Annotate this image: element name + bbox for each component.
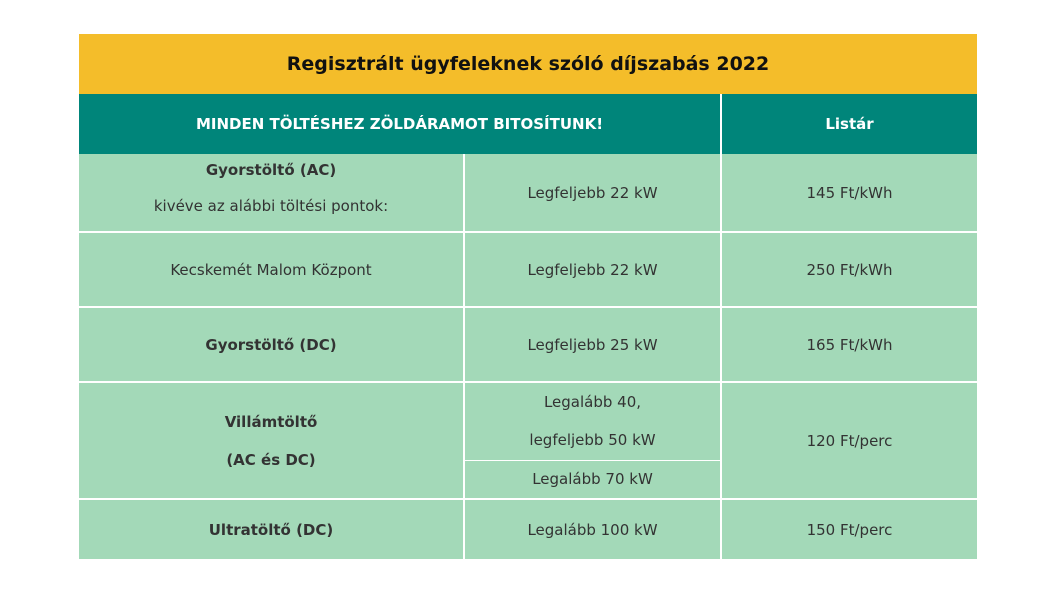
- row-name: Kecskemét Malom Központ: [79, 232, 464, 307]
- table-row: [79, 154, 977, 232]
- table-row: [79, 307, 977, 382]
- row-name-line1: Villámtöltő: [224, 412, 318, 431]
- row-power: Legfeljebb 25 kW: [464, 307, 721, 382]
- row-power-a-line2: legfeljebb 50 kW: [529, 431, 656, 450]
- table-row: [79, 499, 977, 559]
- row-power-a-line1: Legalább 40,: [543, 393, 642, 412]
- row-power-a-cell: [464, 382, 721, 460]
- row-price: 145 Ft/kWh: [721, 154, 977, 232]
- header-list-price: Listár: [721, 94, 977, 154]
- row-power: Legalább 100 kW: [464, 499, 721, 559]
- row-name-cell: [79, 382, 464, 499]
- row-price: 150 Ft/perc: [721, 499, 977, 559]
- table-row: [79, 382, 977, 460]
- row-price: 250 Ft/kWh: [721, 232, 977, 307]
- row-name: Gyorstöltő (DC): [79, 307, 464, 382]
- row-note: kivéve az alábbi töltési pontok:: [153, 196, 389, 215]
- row-name: Ultratöltő (DC): [79, 499, 464, 559]
- table-title: Regisztrált ügyfeleknek szóló díjszabás 2022: [79, 34, 977, 94]
- pricing-table: [79, 94, 977, 559]
- row-name-cell: [79, 154, 464, 232]
- pricing-table-container: [79, 34, 977, 559]
- row-power-b: Legalább 70 kW: [464, 460, 721, 499]
- row-power: Legfeljebb 22 kW: [464, 232, 721, 307]
- table-row: [79, 232, 977, 307]
- table-header-row: [79, 94, 977, 154]
- row-name-line2: (AC és DC): [226, 450, 316, 469]
- header-green-energy: MINDEN TÖLTÉSHEZ ZÖLDÁRAMOT BITOSÍTUNK!: [79, 94, 721, 154]
- row-power: Legfeljebb 22 kW: [464, 154, 721, 232]
- row-name: Gyorstöltő (AC): [205, 160, 337, 179]
- row-price: 165 Ft/kWh: [721, 307, 977, 382]
- row-price: 120 Ft/perc: [721, 382, 977, 499]
